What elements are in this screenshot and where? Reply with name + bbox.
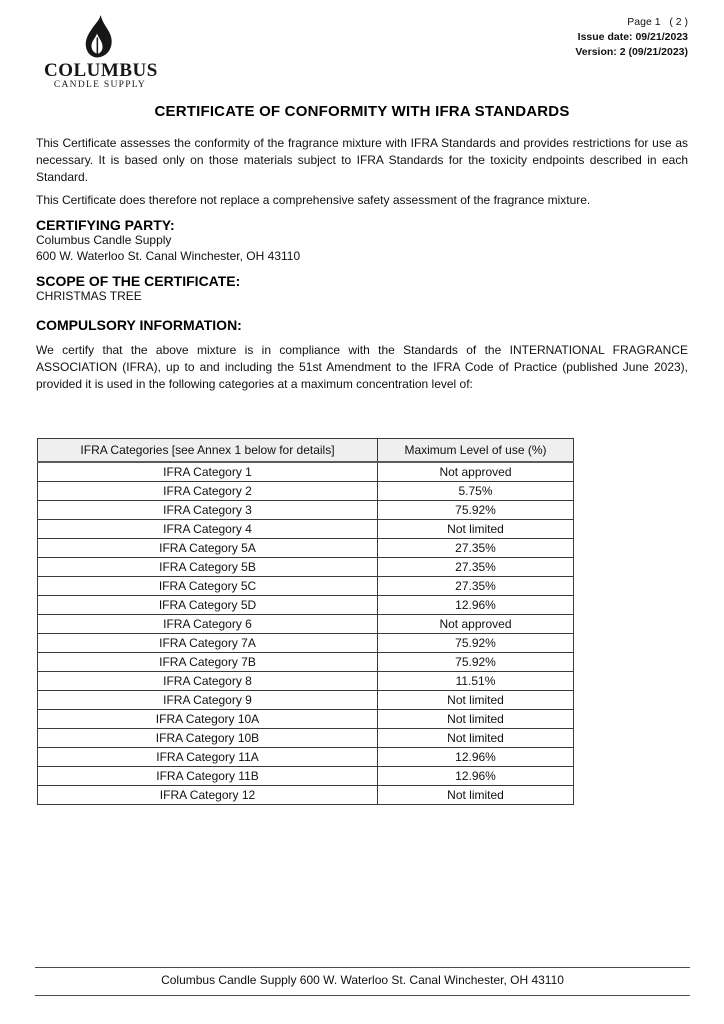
- issue-date: Issue date: 09/21/2023: [577, 31, 688, 43]
- table-row: [38, 709, 574, 728]
- category-cell: IFRA Category 5D: [38, 595, 378, 614]
- category-cell: IFRA Category 8: [38, 671, 378, 690]
- compulsory-heading: COMPULSORY INFORMATION:: [36, 316, 242, 333]
- flame-icon: [79, 14, 121, 60]
- table-row: [38, 785, 574, 804]
- scope-value: CHRISTMAS TREE: [36, 289, 142, 303]
- header-meta: [575, 15, 688, 60]
- max-level-cell: 27.35%: [378, 538, 574, 557]
- category-cell: IFRA Category 5A: [38, 538, 378, 557]
- max-level-cell: Not approved: [378, 462, 574, 482]
- max-level-cell: Not limited: [378, 728, 574, 747]
- category-cell: IFRA Category 6: [38, 614, 378, 633]
- table-row: [38, 519, 574, 538]
- max-level-cell: Not approved: [378, 614, 574, 633]
- document-header: [36, 14, 688, 103]
- max-level-cell: 75.92%: [378, 633, 574, 652]
- table-row: [38, 462, 574, 482]
- table-row: [38, 633, 574, 652]
- version-info: Version: 2 (09/21/2023): [575, 46, 688, 58]
- category-cell: IFRA Category 12: [38, 785, 378, 804]
- logo-company-subtitle: CANDLE SUPPLY: [53, 80, 147, 90]
- certifying-party-heading: CERTIFYING PARTY:: [36, 217, 175, 233]
- table-header-categories: IFRA Categories [see Annex 1 below for details]: [38, 438, 378, 462]
- max-level-cell: 12.96%: [378, 747, 574, 766]
- table-row: [38, 576, 574, 595]
- category-cell: IFRA Category 3: [38, 500, 378, 519]
- compulsory-paragraph: We certify that the above mixture is in compliance with the Standards of the INTERNATIONAL FRAGRANCE ASSOCIATION (IFRA), up to and including the 51st Amendment to the IFRA Code of Practice (published June 2023), provided it is used in the following categories at a maximum concentration level of:: [36, 342, 688, 391]
- intro-paragraph-2: This Certificate does therefore not replace a comprehensive safety assessment of the fragrance mixture.: [36, 193, 591, 207]
- page-number: Page 1 ( 2 ): [627, 16, 688, 28]
- table-row: [38, 766, 574, 785]
- max-level-cell: Not limited: [378, 690, 574, 709]
- table-header-row: [38, 438, 574, 462]
- table-row: [38, 557, 574, 576]
- table-row: [38, 690, 574, 709]
- max-level-cell: Not limited: [378, 519, 574, 538]
- category-cell: IFRA Category 10B: [38, 728, 378, 747]
- table-row: [38, 595, 574, 614]
- category-cell: IFRA Category 2: [38, 481, 378, 500]
- category-cell: IFRA Category 4: [38, 519, 378, 538]
- category-cell: IFRA Category 1: [38, 462, 378, 482]
- table-row: [38, 728, 574, 747]
- max-level-cell: 11.51%: [378, 671, 574, 690]
- max-level-cell: 27.35%: [378, 557, 574, 576]
- max-level-cell: 75.92%: [378, 652, 574, 671]
- max-level-cell: 12.96%: [378, 766, 574, 785]
- table-row: [38, 652, 574, 671]
- category-cell: IFRA Category 10A: [38, 709, 378, 728]
- category-cell: IFRA Category 7A: [38, 633, 378, 652]
- document-title: CERTIFICATE OF CONFORMITY WITH IFRA STANDARDS: [154, 103, 570, 120]
- scope-heading: SCOPE OF THE CERTIFICATE:: [36, 273, 241, 289]
- max-level-cell: Not limited: [378, 785, 574, 804]
- table-header-max-level: Maximum Level of use (%): [378, 438, 574, 462]
- table-row: [38, 538, 574, 557]
- intro-paragraph-1: This Certificate assesses the conformity of the fragrance mixture with IFRA Standards and provides restrictions for use as necessary. It is based only on those materials subject to IFRA Standards for the toxicity endpoints described in each Standard.: [36, 136, 688, 184]
- category-cell: IFRA Category 5C: [38, 576, 378, 595]
- max-level-cell: 12.96%: [378, 595, 574, 614]
- company-logo: [44, 14, 156, 91]
- ifra-categories-table: [37, 438, 574, 805]
- max-level-cell: 27.35%: [378, 576, 574, 595]
- certifying-party-name: Columbus Candle Supply: [36, 233, 172, 247]
- certifying-party-address: 600 W. Waterloo St. Canal Winchester, OH 43110: [36, 248, 301, 263]
- table-row: [38, 481, 574, 500]
- max-level-cell: 5.75%: [378, 481, 574, 500]
- category-cell: IFRA Category 11A: [38, 747, 378, 766]
- category-cell: IFRA Category 9: [38, 690, 378, 709]
- max-level-cell: Not limited: [378, 709, 574, 728]
- table-row: [38, 747, 574, 766]
- table-row: [38, 614, 574, 633]
- logo-company-name: COLUMBUS: [44, 60, 158, 81]
- category-cell: IFRA Category 7B: [38, 652, 378, 671]
- footer-address: Columbus Candle Supply 600 W. Waterloo St. Canal Winchester, OH 43110: [161, 973, 564, 987]
- category-cell: IFRA Category 5B: [38, 557, 378, 576]
- page-footer: [35, 967, 690, 996]
- table-row: [38, 500, 574, 519]
- category-cell: IFRA Category 11B: [38, 766, 378, 785]
- max-level-cell: 75.92%: [378, 500, 574, 519]
- table-row: [38, 671, 574, 690]
